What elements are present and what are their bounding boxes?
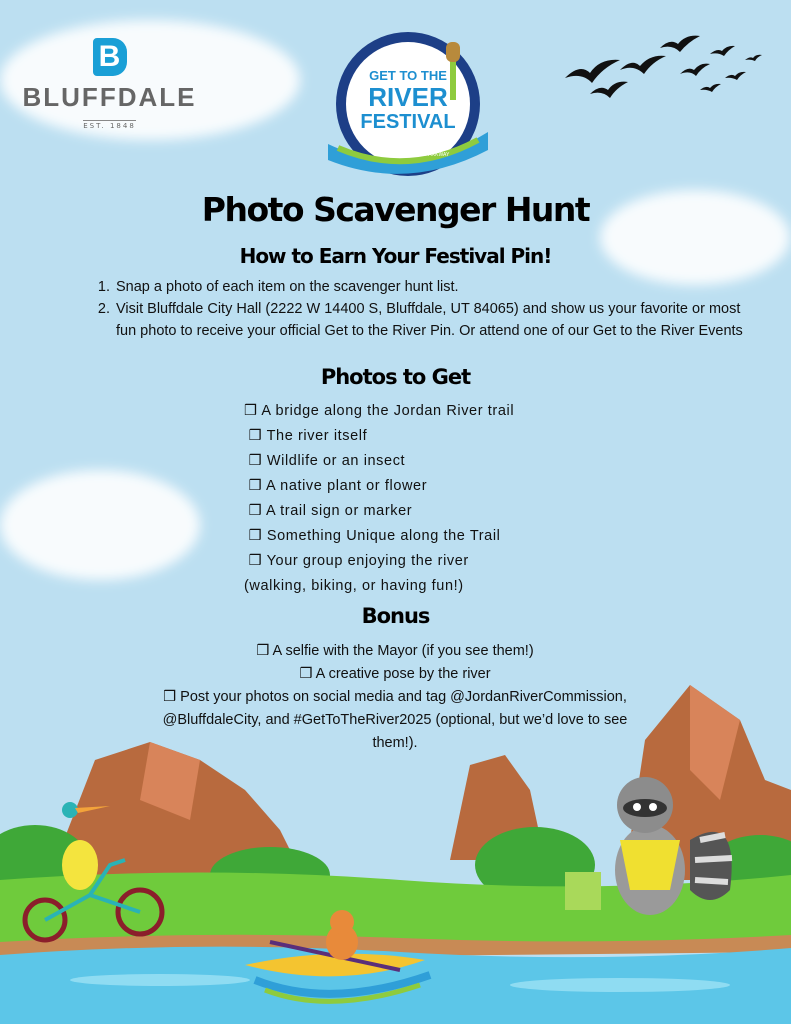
instruction-step: 2. Visit Bluffdale City Hall (2222 W 14400 S, Bluffdale, UT 84065) and show us your favorite or most fun photo to receive your official Get to the River Pin. Or attend one of our Get to the River Events bbox=[114, 298, 744, 342]
instructions-list bbox=[96, 276, 744, 342]
festival-logo bbox=[318, 32, 498, 182]
bluffdale-logo bbox=[22, 38, 197, 132]
photos-checklist bbox=[244, 399, 574, 599]
checklist-item: ❒ Wildlife or an insect bbox=[244, 453, 406, 469]
checklist-item: ❒ A trail sign or marker bbox=[244, 503, 413, 519]
cloud bbox=[0, 470, 200, 580]
bluffdale-logo-name: BLUFFDALE bbox=[22, 82, 197, 112]
festival-logo-line1: GET TO THE bbox=[369, 68, 447, 83]
checklist-item: ❒ A native plant or flower bbox=[244, 478, 428, 494]
checklist-item-note: (walking, biking, or having fun!) bbox=[244, 578, 464, 594]
river-scene-illustration bbox=[0, 680, 791, 1024]
bluffdale-logo-est: EST. 1848 bbox=[83, 122, 136, 130]
birds-icon bbox=[560, 28, 770, 108]
bluffdale-logo-mark: B bbox=[93, 38, 127, 76]
bonus-item: ❒ A selfie with the Mayor (if you see them!) bbox=[256, 643, 534, 659]
checklist-item: ❒ Your group enjoying the river bbox=[244, 553, 469, 569]
page-subtitle: How to Earn Your Festival Pin! bbox=[239, 244, 552, 268]
photos-heading: Photos to Get bbox=[320, 365, 471, 389]
checklist-item: ❒ A bridge along the Jordan River trail bbox=[244, 403, 515, 419]
festival-logo-line2: RIVER bbox=[368, 82, 448, 112]
festival-logo-ring-text: JORDAN RIVER PARKWAY bbox=[386, 152, 450, 158]
festival-logo-line3: FESTIVAL bbox=[360, 111, 456, 133]
instruction-step: 1. Snap a photo of each item on the scavenger hunt list. bbox=[114, 276, 744, 298]
page-title: Photo Scavenger Hunt bbox=[201, 190, 590, 229]
bonus-heading: Bonus bbox=[361, 604, 430, 628]
bonus-item: ❒ A creative pose by the river bbox=[299, 666, 491, 682]
checklist-item: ❒ The river itself bbox=[244, 428, 368, 444]
checklist-item: ❒ Something Unique along the Trail bbox=[244, 528, 501, 544]
bonus-item: ❒ Post your photos on social media and tag @JordanRiverCommission, @BluffdaleCity, and #GetToTheRiver2025 (optional, but we’d love to see them!). bbox=[162, 689, 628, 751]
